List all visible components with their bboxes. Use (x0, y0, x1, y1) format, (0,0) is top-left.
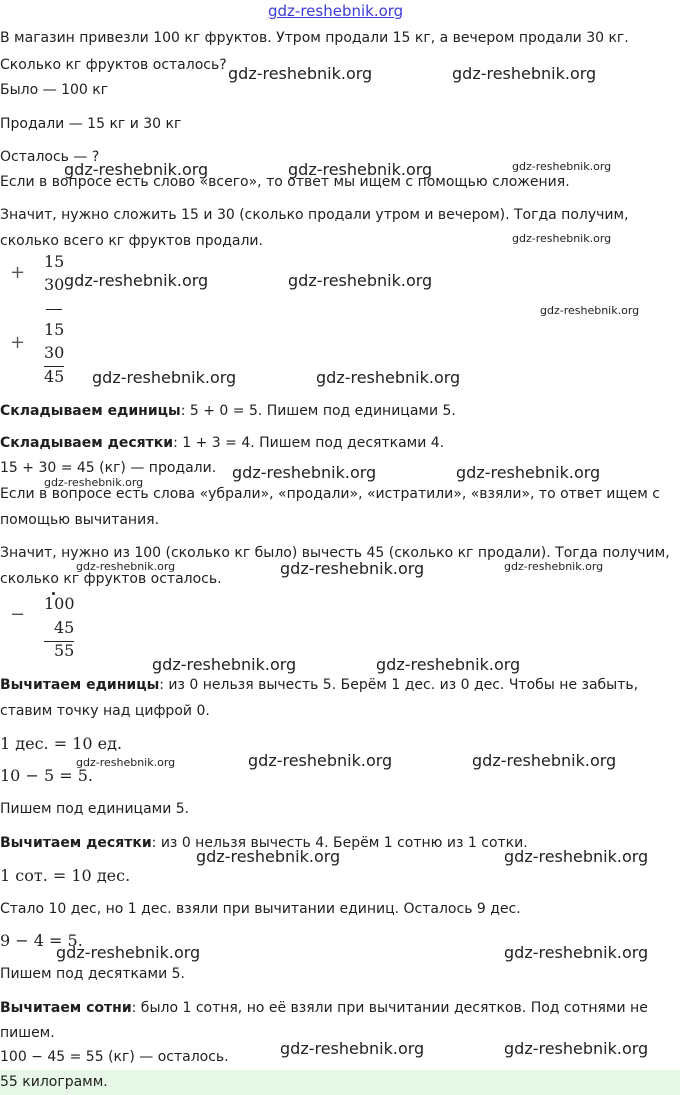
paragraph-sub-2: сколько кг фруктов осталось. (0, 571, 222, 587)
units-subtraction-2: ставим точку над цифрой 0. (0, 703, 210, 719)
minuend: 100 (44, 594, 75, 613)
tens-addition-text: : 1 + 3 = 4. Пишем под десятками 4. (173, 435, 445, 451)
minus-sign: − (10, 604, 26, 625)
watermark: gdz-reshebnik.org (512, 160, 612, 173)
equation-ten-units: 1 дес. = 10 ед. (0, 734, 123, 753)
addend-bottom: 30 (44, 275, 65, 294)
hundreds-subtraction-label: Вычитаем сотни (0, 1000, 132, 1016)
watermark: gdz-reshebnik.org (452, 64, 597, 83)
units-subtraction-label: Вычитаем единицы (0, 677, 160, 693)
watermark: gdz-reshebnik.org (196, 847, 341, 866)
sum-result: 45 (44, 367, 65, 386)
hundreds-subtraction (0, 998, 648, 1018)
watermark: gdz-reshebnik.org (504, 1039, 649, 1058)
units-addition (0, 401, 456, 421)
watermark: gdz-reshebnik.org (44, 476, 144, 489)
short-prodali: Продали — 15 кг и 30 кг (0, 116, 182, 132)
units-addition-label: Складываем единицы (0, 403, 181, 419)
answer-text: 55 килограмм. (0, 1074, 108, 1090)
problem-line-1: В магазин привезли 100 кг фруктов. Утром продали 15 кг, а вечером продали 30 кг. (0, 30, 629, 46)
watermark: gdz-reshebnik.org (56, 943, 201, 962)
equation-9-minus-4: 9 − 4 = 5. (0, 931, 83, 950)
units-subtraction (0, 675, 638, 695)
watermark: gdz-reshebnik.org (280, 559, 425, 578)
difference-result: 55 (54, 641, 75, 660)
watermark: gdz-reshebnik.org (504, 943, 649, 962)
subtrahend: 45 (54, 618, 75, 637)
equation-hundred-tens: 1 сот. = 10 дес. (0, 866, 131, 885)
problem-line-2: Сколько кг фруктов осталось? (0, 57, 227, 73)
watermark: gdz-reshebnik.org (248, 751, 393, 770)
tens-subtraction-label: Вычитаем десятки (0, 835, 152, 851)
units-addition-text: : 5 + 0 = 5. Пишем под единицами 5. (180, 403, 456, 419)
hundreds-subtraction-2: пишем. (0, 1025, 55, 1041)
sum-equation: 15 + 30 = 45 (кг) — продали. (0, 460, 217, 476)
watermark: gdz-reshebnik.org (472, 751, 617, 770)
rule-addition: Если в вопросе есть слово «всего», то ответ мы ищем с помощью сложения. (0, 174, 570, 190)
watermark: gdz-reshebnik.org (76, 756, 176, 769)
paragraph-add-2: сколько всего кг фруктов продали. (0, 233, 263, 249)
rule-subtraction-1: Если в вопросе есть слова «убрали», «продали», «истратили», «взяли», то ответ ищем с (0, 486, 660, 502)
watermark: gdz-reshebnik.org (152, 655, 297, 674)
watermark: gdz-reshebnik.org (76, 560, 176, 573)
watermark: gdz-reshebnik.org (228, 64, 373, 83)
rule-subtraction-2: помощью вычитания. (0, 512, 160, 528)
plus-sign: + (10, 262, 26, 283)
addend-top: 15 (44, 252, 65, 271)
hundreds-subtraction-text: : было 1 сотня, но её взяли при вычитании десятков. Под сотнями не (131, 1000, 648, 1016)
write-units: Пишем под единицами 5. (0, 801, 190, 817)
units-subtraction-text: : из 0 нельзя вычесть 5. Берём 1 дес. из 0 дес. Чтобы не забыть, (159, 677, 639, 693)
addend-top: 15 (44, 320, 65, 339)
paragraph-sub-1: Значит, нужно из 100 (сколько кг было) вычесть 45 (сколько кг продали). Тогда получим, (0, 545, 670, 561)
watermark: gdz-reshebnik.org (504, 560, 604, 573)
watermark: gdz-reshebnik.org (376, 655, 521, 674)
watermark: gdz-reshebnik.org (288, 160, 433, 179)
addend-bottom: 30 (44, 343, 65, 362)
paragraph-add-1: Значит, нужно сложить 15 и 30 (сколько продали утром и вечером). Тогда получим, (0, 207, 629, 223)
watermark: gdz-reshebnik.org (504, 847, 649, 866)
plus-sign: + (10, 332, 26, 353)
sum-bar (46, 309, 62, 310)
tens-subtraction-text: : из 0 нельзя вычесть 4. Берём 1 сотню из 1 сотки. (151, 835, 528, 851)
watermark: gdz-reshebnik.org (512, 232, 612, 245)
watermark: gdz-reshebnik.org (540, 304, 640, 317)
watermark: gdz-reshebnik.org (456, 463, 601, 482)
watermark-top: gdz-reshebnik.org (268, 2, 404, 20)
watermark: gdz-reshebnik.org (232, 463, 377, 482)
watermark: gdz-reshebnik.org (92, 368, 237, 387)
short-bylo: Было — 100 кг (0, 82, 109, 98)
stalo-line: Стало 10 дес, но 1 дес. взяли при вычитании единиц. Осталось 9 дес. (0, 901, 521, 917)
answer-box (0, 1070, 680, 1095)
write-tens: Пишем под десятками 5. (0, 966, 185, 982)
watermark: gdz-reshebnik.org (280, 1039, 425, 1058)
equation-10-minus-5: 10 − 5 = 5. (0, 766, 93, 785)
tens-addition-label: Складываем десятки (0, 435, 174, 451)
short-ostalos: Осталось — ? (0, 149, 100, 165)
watermark: gdz-reshebnik.org (316, 368, 461, 387)
difference-equation: 100 − 45 = 55 (кг) — осталось. (0, 1049, 229, 1065)
watermark: gdz-reshebnik.org (64, 271, 209, 290)
watermark: gdz-reshebnik.org (64, 160, 209, 179)
tens-addition (0, 433, 444, 453)
watermark: gdz-reshebnik.org (288, 271, 433, 290)
